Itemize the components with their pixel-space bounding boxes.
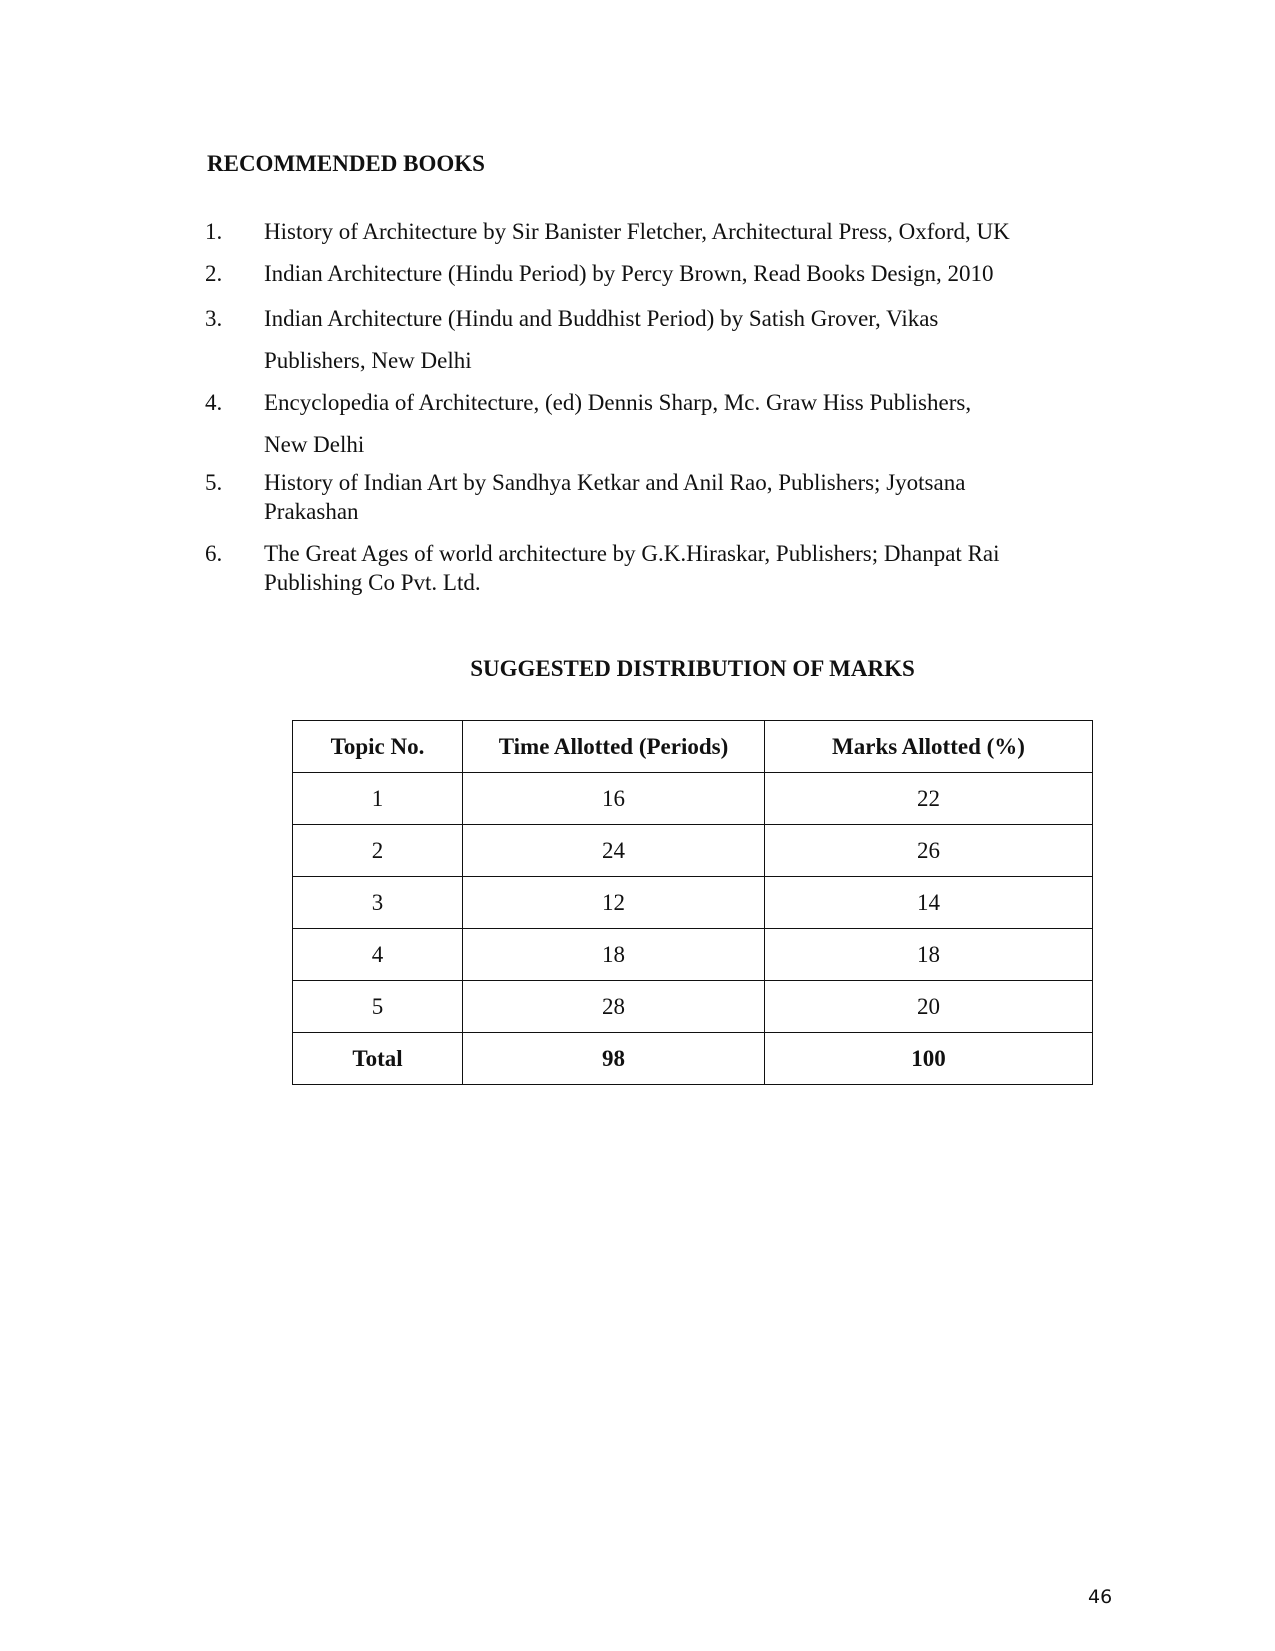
table-row	[293, 877, 1093, 929]
marks-cell: 22	[765, 773, 1093, 825]
topic-cell: 2	[293, 825, 463, 877]
table-row	[293, 825, 1093, 877]
time-cell: 16	[463, 773, 765, 825]
table-row	[293, 981, 1093, 1033]
book-number: 3.	[205, 306, 223, 331]
book-text-line: History of Architecture by Sir Banister Fletcher, Architectural Press, Oxford, UK	[264, 219, 1010, 244]
book-text-line: History of Indian Art by Sandhya Ketkar and Anil Rao, Publishers; Jyotsana	[264, 470, 966, 495]
topic-cell: 1	[293, 773, 463, 825]
topic-cell: 3	[293, 877, 463, 929]
book-text-line: Encyclopedia of Architecture, (ed) Dennis Sharp, Mc. Graw Hiss Publishers,	[264, 390, 972, 415]
topic-cell: 5	[293, 981, 463, 1033]
marks-cell: 26	[765, 825, 1093, 877]
book-text-line: New Delhi	[264, 432, 365, 457]
book-number: 5.	[205, 470, 223, 495]
marks-cell: 18	[765, 929, 1093, 981]
book-text	[264, 256, 1114, 291]
topic-cell: 4	[293, 929, 463, 981]
marks-distribution-table	[292, 720, 1093, 1085]
book-item	[205, 539, 1105, 597]
book-item	[205, 382, 1105, 466]
book-text	[264, 468, 1114, 526]
book-text	[264, 214, 1114, 249]
book-item	[205, 298, 1105, 382]
book-item	[205, 214, 1105, 249]
header-marks-allotted: Marks Allotted (%)	[765, 721, 1093, 773]
page-number: 46	[1088, 1586, 1113, 1608]
book-text-line: Publishing Co Pvt. Ltd.	[264, 570, 481, 595]
marks-cell: 14	[765, 877, 1093, 929]
book-number: 1.	[205, 219, 223, 244]
book-item	[205, 468, 1105, 526]
time-cell: 28	[463, 981, 765, 1033]
book-text	[264, 382, 1114, 466]
table-header-row	[293, 721, 1093, 773]
book-item	[205, 256, 1105, 291]
book-text	[264, 298, 1114, 382]
time-cell: 24	[463, 825, 765, 877]
total-marks-cell: 100	[765, 1033, 1093, 1085]
book-text-line: Publishers, New Delhi	[264, 348, 472, 373]
time-cell: 18	[463, 929, 765, 981]
book-text-line: Indian Architecture (Hindu Period) by Percy Brown, Read Books Design, 2010	[264, 261, 994, 286]
total-time-cell: 98	[463, 1033, 765, 1085]
header-topic-no: Topic No.	[293, 721, 463, 773]
book-text-line: Indian Architecture (Hindu and Buddhist Period) by Satish Grover, Vikas	[264, 306, 939, 331]
table-row	[293, 773, 1093, 825]
distribution-title: SUGGESTED DISTRIBUTION OF MARKS	[470, 656, 915, 681]
recommended-books-heading: RECOMMENDED BOOKS	[207, 151, 485, 176]
book-text-line: The Great Ages of world architecture by G.K.Hiraskar, Publishers; Dhanpat Rai	[264, 541, 1000, 566]
book-text	[264, 539, 1114, 597]
total-row	[293, 1033, 1093, 1085]
book-number: 2.	[205, 261, 223, 286]
time-cell: 12	[463, 877, 765, 929]
total-label-cell: Total	[293, 1033, 463, 1085]
header-time-allotted: Time Allotted (Periods)	[463, 721, 765, 773]
marks-cell: 20	[765, 981, 1093, 1033]
book-number: 4.	[205, 390, 223, 415]
table-row	[293, 929, 1093, 981]
book-text-line: Prakashan	[264, 499, 359, 524]
book-number: 6.	[205, 541, 223, 566]
